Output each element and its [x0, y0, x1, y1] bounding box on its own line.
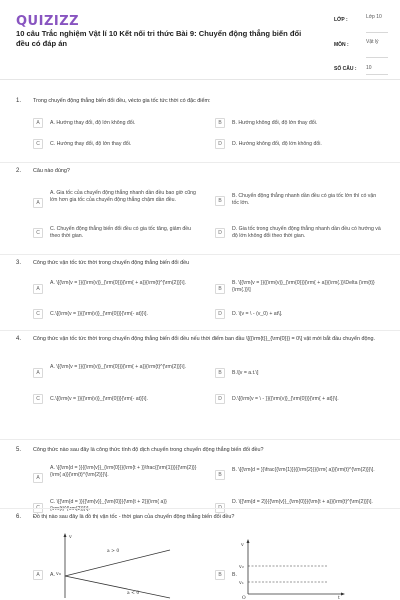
option-text: B. Hướng không đổi, độ lớn thay đổi.: [232, 120, 318, 126]
option-badge: A: [33, 118, 43, 128]
graph-a-upper-label: a > 0: [107, 549, 120, 554]
option-badge: C: [33, 309, 43, 319]
question-text: Đồ thị nào sau đây là đồ thị vận tốc - thời gian của chuyển động thẳng biến đổi đều?: [33, 514, 235, 520]
velocity-time-graph-a: [55, 530, 185, 600]
page-title: 10 câu Trắc nghiệm Vật lí 10 Kết nối tri thức Bài 9: Chuyển động thẳng biến đổi đều có đáp án: [16, 29, 302, 48]
option-badge: C: [33, 228, 43, 238]
option-text: A. \[{\rm{v = }}{{\rm{v}}_{\rm{0}}}{\rm{ + a}}{\rm{t}^{\rm{2}}}\].: [50, 364, 186, 370]
option-badge: A: [33, 570, 43, 580]
option-badge: B: [215, 284, 225, 294]
question-number: 4.: [16, 336, 22, 342]
question-1: [0, 98, 400, 158]
graph-b-x-arrow: [341, 593, 345, 596]
option-text: C. Hướng thay đổi, độ lớn thay đổi.: [50, 141, 132, 147]
question-number: 1.: [16, 98, 22, 104]
graph-b-x-label: t: [338, 596, 340, 600]
socau-underline: [366, 74, 388, 75]
graph-a-v0-label: v₀: [56, 571, 61, 577]
question-divider: [0, 162, 400, 163]
option-text: D. \[{\rm{d = 2}}{{\rm{v}}_{\rm{0}}}{\rm{t + a}}{\rm{t}^{\rm{2}}}\].: [232, 499, 373, 505]
question-2: [0, 168, 400, 252]
graph-a-lower-label: a < 0: [127, 591, 140, 596]
option-text: D.\[{\rm{v = \ - }}{{\rm{v}}_{\rm{0}}}{\rm{ + at}}\].: [232, 396, 339, 402]
option-text: C.\[{\rm{v = }}{{\rm{v}}_{\rm{0}}}{\rm{- at}}\].: [50, 311, 148, 317]
question-text: Câu nào đúng?: [33, 168, 70, 174]
option-text: B. \[{\rm{v = }}{{\rm{v}}_{\rm{0}}}{\rm{ + a}}{\rm{.}}\Delta {\rm{t}}{\rm{.}}\]: [232, 280, 375, 293]
question-text: Công thức vận tốc tức thời trong chuyển động thẳng biến đổi đều nếu thời điểm ban đầu \[{{\rm{t}}_{\rm{0}}} = 0\] vật mới bắt đầu chuyển động.: [33, 336, 375, 342]
velocity-time-graph-b: [238, 536, 348, 600]
option-badge: B: [215, 470, 225, 480]
lop-value: Lớp 10: [366, 14, 382, 20]
mon-value: Vật lý: [366, 39, 379, 45]
option-text: D. Gia tốc trong chuyển động thẳng nhanh dần đều có hướng và độ lớn không đổi theo thời gian.: [232, 226, 381, 239]
option-badge: D: [215, 139, 225, 149]
option-text: B.: [232, 572, 237, 578]
mon-label: MÔN :: [334, 42, 349, 48]
option-badge: C: [33, 394, 43, 404]
question-number: 3.: [16, 260, 22, 266]
option-badge: B: [215, 118, 225, 128]
option-text: C. Chuyển động thẳng biến đổi đều có gia tốc tăng, giảm đều theo thời gian.: [50, 226, 192, 239]
option-badge: C: [33, 139, 43, 149]
question-3: [0, 260, 400, 328]
socau-label: SỐ CÂU :: [334, 66, 357, 72]
option-badge: B: [215, 196, 225, 206]
document-header: [0, 0, 400, 80]
option-badge: A: [33, 473, 43, 483]
question-number: 6.: [16, 514, 22, 520]
option-badge: D: [215, 309, 225, 319]
graph-b-origin-label: O: [242, 596, 246, 600]
graph-a-y-arrow: [64, 533, 67, 537]
question-6: [0, 514, 400, 600]
lop-underline: [366, 32, 388, 33]
question-number: 5.: [16, 447, 22, 453]
option-text: D. \[v = \ - (v_0) + at\].: [232, 311, 283, 317]
graph-b-v1-label: v₁: [239, 580, 244, 586]
graph-a-line-lower: [65, 576, 170, 598]
option-badge: A: [33, 368, 43, 378]
option-badge: D: [215, 503, 225, 513]
graph-b-y-label: v: [241, 542, 244, 548]
option-text: A. Gia tốc của chuyển động thẳng nhanh dần đều bao giờ cũng lớn hơn gia tốc của chuyển động thẳng chậm dần đều.: [50, 190, 196, 203]
option-text: B.\[v = a.t.\]: [232, 370, 259, 376]
option-text: A. \[{\rm{v = }}{{\rm{v}}_{\rm{0}}}{\rm{ + a}}{\rm{t}^{\rm{2}}}\].: [50, 280, 186, 286]
question-5: [0, 447, 400, 512]
question-divider: [0, 439, 400, 440]
option-badge: C: [33, 503, 43, 513]
question-divider: [0, 508, 400, 509]
option-text: B. \[{\rm{d = }}\frac{{\rm{1}}}{{\rm{2}}}{\rm{ a}}{\rm{t}^{\rm{2}}}\].: [232, 467, 375, 473]
question-text: Công thức vận tốc tức thời trong chuyển động thẳng biến đổi đều: [33, 260, 190, 266]
quizizz-logo: QUIZIZZ: [16, 14, 80, 29]
question-number: 2.: [16, 168, 22, 174]
question-text: Trong chuyển động thẳng biến đổi đều, vécto gia tốc tức thời có đặc điểm:: [33, 98, 211, 104]
mon-underline: [366, 57, 388, 58]
option-badge: D: [215, 394, 225, 404]
option-badge: B: [215, 368, 225, 378]
question-4: [0, 336, 400, 440]
option-badge: A: [33, 284, 43, 294]
graph-a-y-label: v: [69, 534, 72, 540]
graph-b-v2-label: v₂: [239, 564, 244, 570]
question-text: Công thức nào sau đây là công thức tính độ dịch chuyển trong chuyển động thẳng biến đổi đều?: [33, 447, 264, 453]
question-divider: [0, 254, 400, 255]
option-text: D. Hướng không đổi, độ lớn không đổi.: [232, 141, 322, 147]
option-text: A. \[{\rm{d = }}{{\rm{v}}_{\rm{0}}}{\rm{t + }}\frac{{\rm{1}}}{{\rm{2}}}{\rm{ a}}{\rm{t}^{\rm{2}}}\].: [50, 465, 197, 478]
option-badge: D: [215, 228, 225, 238]
socau-value: 10: [366, 65, 372, 71]
option-text: C.\[{\rm{v = }}{{\rm{v}}_{\rm{0}}}{\rm{- at}}\].: [50, 396, 148, 402]
option-text: C. \[{\rm{d = }}{{\rm{v}}_{\rm{0}}}{\rm{t + 2}}{\rm{ a}}{\rm{t}^{\rm{2}}}\].: [50, 499, 167, 512]
graph-b-y-arrow: [247, 539, 250, 543]
lop-label: LỚP :: [334, 17, 348, 23]
question-divider: [0, 330, 400, 331]
option-text: A.: [50, 572, 55, 578]
option-text: A. Hướng thay đổi, độ lớn không đổi.: [50, 120, 136, 126]
option-text: B. Chuyển động thẳng nhanh dần đều có gia tốc lớn thì có vận tốc lớn.: [232, 193, 377, 206]
option-badge: A: [33, 198, 43, 208]
option-badge: B: [215, 570, 225, 580]
